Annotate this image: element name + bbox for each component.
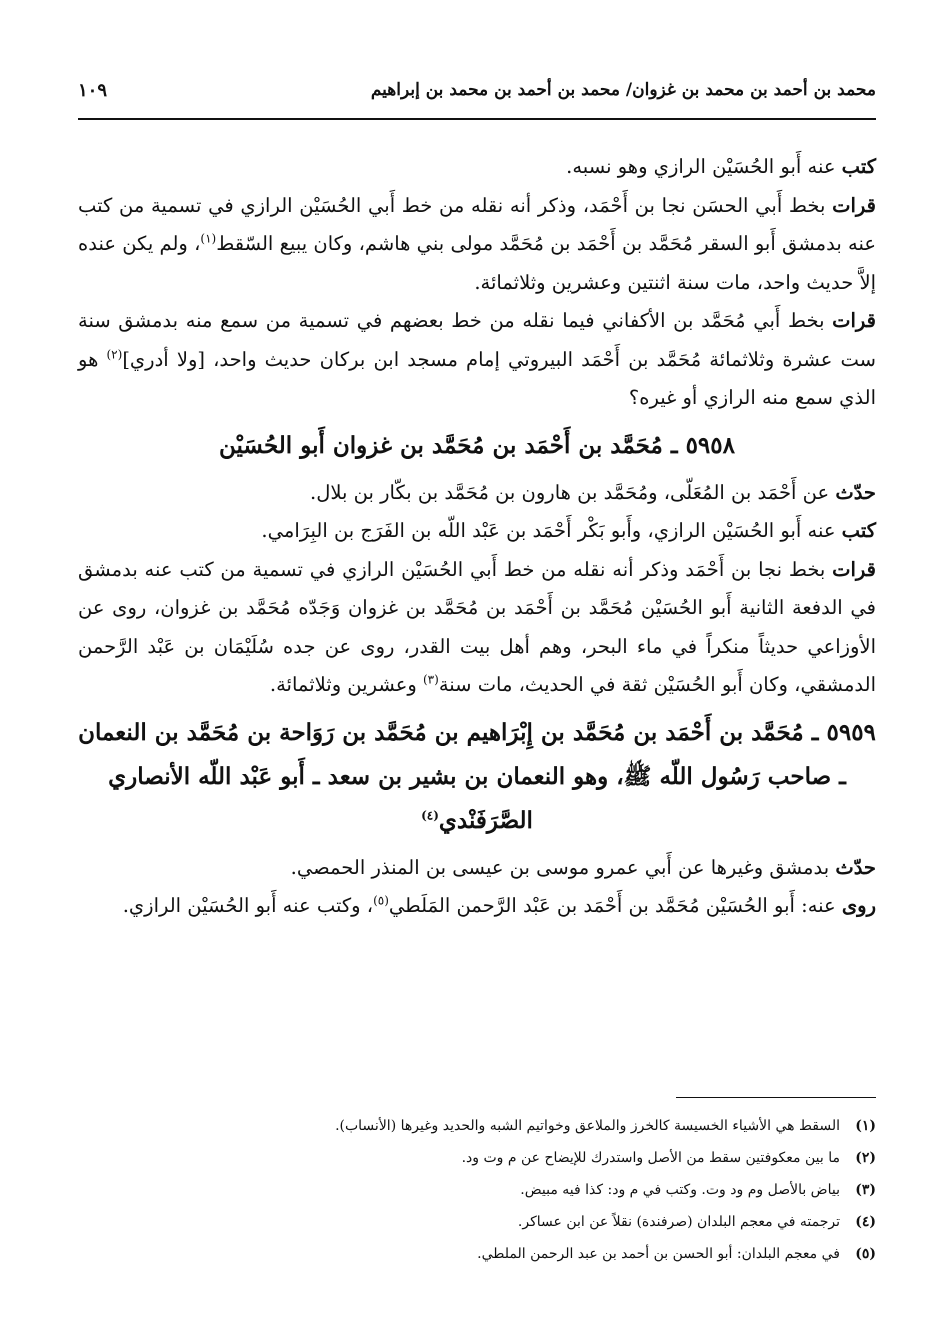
paragraph-text: ، وكتب عنه أَبو الحُسَيْن الرازي. (122, 894, 374, 917)
footnote-text: في معجم البلدان: أبو الحسن بن أحمد بن عبد الرحمن الملطي. (477, 1246, 840, 1262)
paragraph-text: بخط أَبي الحسَن نجا بن أَحْمَد، وذكر أنه نقله من خط أَبي الحُسَيْن الرازي في تسمية من كتب عنه بدمشق أَبو السقر مُحَمَّد بن أَحْمَد بن مُحَمَّد مولى بني هاشم، وكان يبيع السّقط (78, 193, 876, 255)
footnote (78, 1238, 876, 1270)
footnote (78, 1174, 876, 1206)
keyword: حدّث (835, 480, 876, 504)
paragraph (78, 187, 876, 303)
footnote-text: بياض بالأصل وم ود وت. وكتب في م ود: كذا فيه مبيض. (520, 1182, 840, 1198)
footnote (78, 1110, 876, 1142)
paragraph-text: هو الذي سمع منه الرازي أو غيره؟ (78, 347, 876, 409)
footnote-number: (٤) (855, 1214, 876, 1230)
footnote-number: (٥) (855, 1246, 876, 1262)
entry-title (78, 711, 876, 843)
footnote-text: ترجمته في معجم البلدان (صرفندة) نقلاً عن ابن عساكر. (517, 1214, 840, 1230)
paragraph (78, 551, 876, 705)
keyword: قرات (832, 557, 876, 581)
paragraph-text: عنه أَبو الحُسَيْن الرازي، وأَبو بَكْر أَحْمَد بن عَبْد اللّه بن الفَرَج بن البِرَامي. (261, 519, 842, 542)
paragraph (78, 474, 876, 513)
paragraph-text: ، ولم يكن عنده إلاَّ حديث واحد، مات سنة اثنتين وعشرين وثلاثمائة. (78, 232, 876, 294)
keyword: حدّث (835, 855, 876, 879)
page-number: ١٠٩ (78, 80, 108, 101)
paragraph-text: عن أَحْمَد بن المُعَلّى، ومُحَمَّد بن هارون بن مُحَمَّد بن بكّار بن بلال. (310, 480, 836, 504)
footnote-text: السقط هي الأشياء الخسيسة كالخرز والملاعق وخواتيم الشبه والحديد وغيرها (الأنساب). (335, 1118, 840, 1134)
footnote (78, 1142, 876, 1174)
header-rule (78, 118, 876, 120)
paragraph (78, 512, 876, 551)
paragraph (78, 849, 876, 888)
footnote-ref: (١) (200, 231, 217, 246)
paragraph-text: بخط نجا بن أَحْمَد وذكر أنه نقله من خط أَبي الحُسَيْن الرازي في تسمية من كتب عنه بدمشق في الدفعة الثانية أَبو الحُسَيْن مُحَمَّد بن أَحْمَد بن مُحَمَّد بن غزوان وَجَدّه مُحَمَّد بن غزوان، روى عن الأوزاعي حديثاً منكراً في ماء البحر، وهم أهل بيت القدر، روى عن جده سُلَيْمَان بن عَبْد الرَّحمن الدمشقي، وكان أَبو الحُسَيْن ثقة في الحديث، مات سنة (78, 557, 876, 696)
keyword: قرات (832, 193, 876, 217)
paragraph-text: بدمشق وغيرها عن أَبي عمرو موسى بن عيسى بن المنذر الحمصي. (290, 855, 836, 879)
footnote-text: ما بين معكوفتين سقط من الأصل واستدرك للإيضاح عن م وت ود. (461, 1150, 840, 1166)
footnotes (78, 1110, 876, 1270)
footnote (78, 1206, 876, 1238)
footnote-rule (676, 1097, 876, 1098)
keyword: روى (841, 894, 876, 917)
keyword: كتب (841, 519, 876, 542)
footnote-ref: (٣) (422, 672, 439, 687)
paragraph-text: بخط أَبي مُحَمَّد بن الأكفاني فيما نقله من خط بعضهم في تسمية من سمع منه بدمشق سنة ست عشرة وثلاثمائة مُحَمَّد بن أَحْمَد البيروتي إمام مسجد ابن بركان حديث واحد، [ولا أدري] (78, 309, 876, 371)
entry-title-text: ٥٩٥٩ ـ مُحَمَّد بن أَحْمَد بن مُحَمَّد بن إِبْرَاهيم بن مُحَمَّد بن رَوَاحة بن مُحَمَّد بن النعمان ـ صاحب رَسُول اللّه ﷺ، وهو النعمان بن بشير بن سعد ـ أَبو عَبْد اللّه الأنصاري الصَّرَفَنْدي (78, 718, 876, 834)
footnote-ref: (٤) (421, 807, 439, 822)
paragraph (78, 887, 876, 926)
footnote-ref: (٢) (106, 347, 123, 361)
keyword: كتب (841, 155, 876, 178)
keyword: قرات (832, 309, 876, 332)
page-header (78, 80, 876, 114)
paragraph-text: عنه أَبو الحُسَيْن الرازي وهو نسبه. (566, 155, 842, 178)
entry-title: ٥٩٥٨ ـ مُحَمَّد بن أَحْمَد بن مُحَمَّد بن غزوان أَبو الحُسَيْن (218, 431, 735, 459)
footnote-ref: (٥) (373, 893, 389, 908)
running-title: محمد بن أحمد بن محمد بن غزوان/ محمد بن أحمد بن محمد بن إبراهيم (370, 80, 876, 100)
footnote-number: (٣) (855, 1182, 876, 1198)
paragraph (78, 148, 876, 187)
paragraph (78, 302, 876, 418)
paragraph-text: عنه: أَبو الحُسَيْن مُحَمَّد بن أَحْمَد بن عَبْد الرَّحمن المَلَطي (388, 894, 842, 917)
paragraph-text: وعشرين وثلاثمائة. (269, 673, 423, 696)
main-text (78, 148, 876, 926)
footnote-number: (٢) (855, 1150, 876, 1166)
footnote-number: (١) (855, 1118, 876, 1134)
